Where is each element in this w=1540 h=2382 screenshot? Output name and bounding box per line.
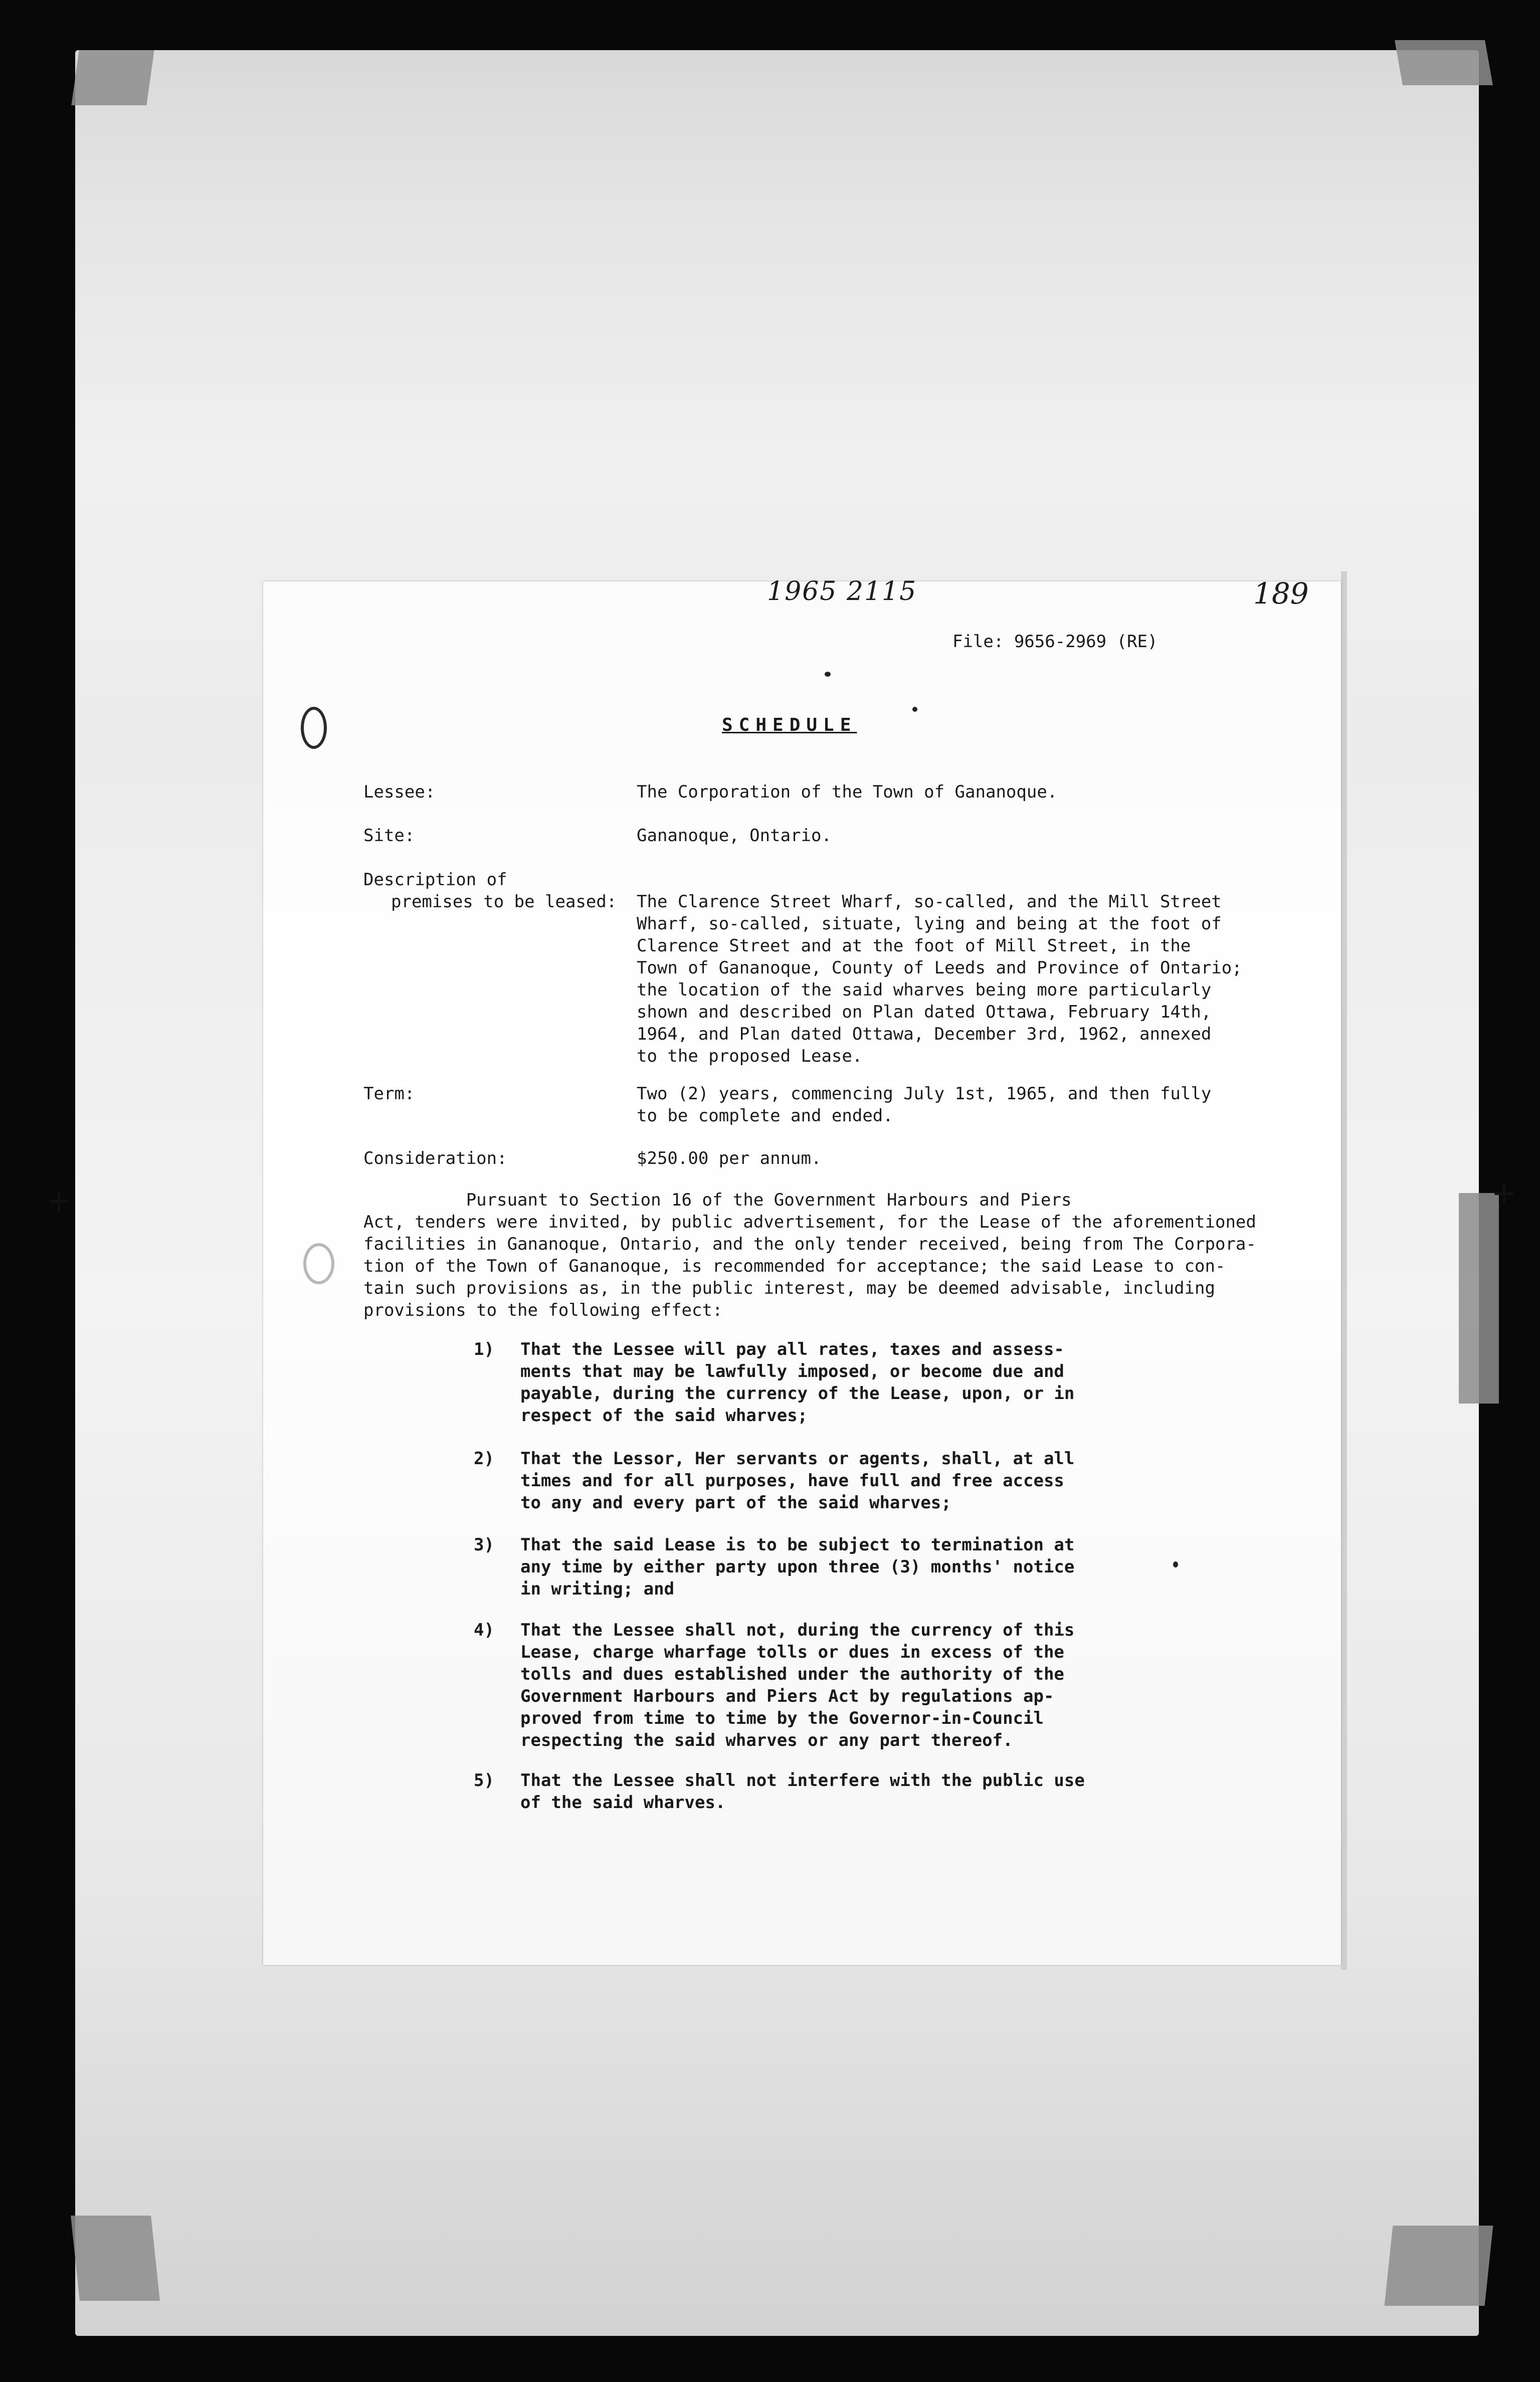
paper-edge: [1341, 571, 1347, 1970]
provision-text: That the Lessee shall not, during the currency of this Lease, charge wharfage tolls or dues in excess of the tolls and dues established under the authority of the Government Harbours and Piers Act by regulations ap- proved from time to time by the Governor-in-Council respecting the said wharves or any part thereof.: [520, 1620, 1075, 1750]
consideration-value: $250.00 per annum.: [637, 1148, 822, 1168]
provision-text: That the Lessee shall not interfere with the public use of the said wharves.: [520, 1770, 1085, 1813]
page-number: 189: [1253, 576, 1309, 611]
punch-hole-top: [301, 707, 327, 749]
tape-corner-top-left: [71, 50, 154, 105]
provision-text: That the Lessor, Her servants or agents, shall, at all times and for all purposes, have full and free access to any and every part of the said wharves;: [520, 1449, 1075, 1513]
site-value: Gananoque, Ontario.: [637, 826, 832, 846]
lessee-label: Lessee:: [363, 782, 436, 802]
tape-corner-bottom-right: [1385, 2226, 1493, 2306]
site-label: Site:: [363, 826, 415, 846]
description-label-line1: Description of: [363, 870, 507, 890]
provision-number: 1): [474, 1339, 494, 1359]
ink-speck: [825, 672, 831, 677]
lessee-value: The Corporation of the Town of Gananoque.: [637, 782, 1058, 802]
provision-number: 3): [474, 1535, 494, 1555]
consideration-label: Consideration:: [363, 1148, 507, 1168]
handwritten-reference-number: 1965 2115: [767, 576, 917, 607]
registration-mark-left: +: [46, 1183, 72, 1218]
provision-number: 5): [474, 1770, 494, 1791]
provision-text: That the said Lease is to be subject to termination at any time by either party upon three (3) months' notice in writing; and: [520, 1535, 1075, 1599]
tape-corner-top-right: [1395, 40, 1493, 85]
document-title: SCHEDULE: [722, 715, 857, 735]
registration-mark-right: +: [1491, 1175, 1517, 1211]
provision-number: 2): [474, 1449, 494, 1469]
provision-text: That the Lessee will pay all rates, taxes and assess- ments that may be lawfully imposed, or become due and payable, during the currency of the Lease, upon, or in respect of the said wharves;: [520, 1339, 1075, 1426]
file-number: File: 9656-2969 (RE): [952, 632, 1158, 652]
term-value: Two (2) years, commencing July 1st, 1965, and then fully to be complete and ended.: [637, 1084, 1212, 1126]
ink-speck: [1173, 1561, 1178, 1567]
tape-corner-bottom-left: [71, 2216, 160, 2301]
tape-strip-right: [1459, 1193, 1499, 1404]
description-label-line2: premises to be leased:: [391, 892, 617, 912]
intro-paragraph: Pursuant to Section 16 of the Government Harbours and Piers Act, tenders were invited, by public advertisement, for the Lease of the aforementioned facilities in Gananoque, Ontario, and the only tender received, being from The Corpora- tion of the Town of Gananoque, is recommended for acceptance; the said Lease to con- tain such provisions as, in the public interest, may be deemed advisable, including provisions to the following effect:: [363, 1190, 1256, 1320]
punch-hole-middle: [303, 1243, 334, 1284]
term-label: Term:: [363, 1084, 415, 1104]
description-value: The Clarence Street Wharf, so-called, and the Mill Street Wharf, so-called, situate, lying and being at the foot of Clarence Street and at the foot of Mill Street, in the Town of Gananoque, County of Leeds and Province of Ontario; the location of the said wharves being more particularly shown and described on Plan dated Ottawa, February 14th, 1964, and Plan dated Ottawa, December 3rd, 1962, annexed to the proposed Lease.: [637, 892, 1242, 1066]
provision-number: 4): [474, 1620, 494, 1640]
ink-speck: [912, 707, 917, 712]
